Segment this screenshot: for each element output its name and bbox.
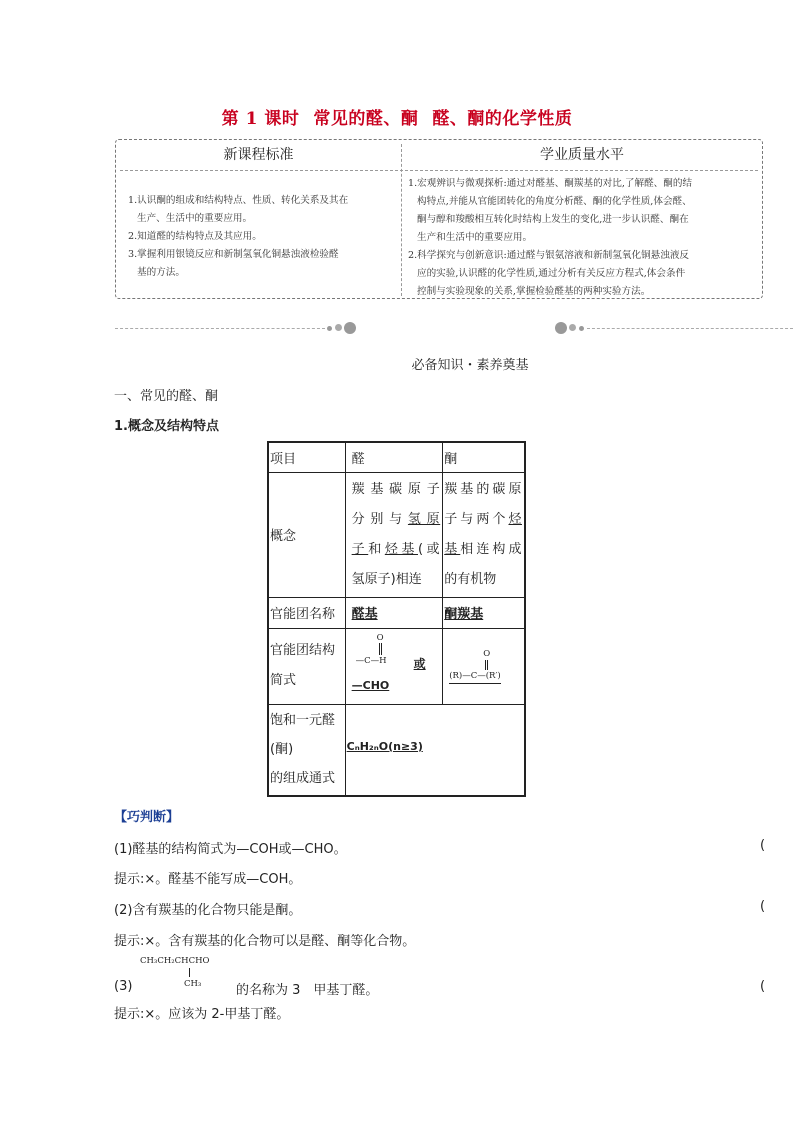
standards-right-list xyxy=(408,175,762,301)
standards-box xyxy=(115,139,763,299)
title-topic: 常见的醛、酮 xyxy=(313,109,419,129)
table-cell xyxy=(443,597,525,628)
ketone-group-name: 酮羰基 xyxy=(444,607,484,622)
divider-dot xyxy=(327,326,332,331)
standards-left-header: 新课程标准 xyxy=(223,147,294,163)
double-bond-line xyxy=(381,643,382,655)
structural-formula-main: CH₃CH₂CHCHO xyxy=(140,956,210,966)
standards-left-line: 基的方法。 xyxy=(137,267,185,278)
concept-answer: 氢原 xyxy=(407,511,441,527)
formula-label-line: 饱和一元醛 xyxy=(270,713,336,729)
concept-text: 分别与 xyxy=(351,511,408,527)
branch-bond xyxy=(189,968,190,977)
judge-question-3: 的名称为 3 甲基丁醛。 xyxy=(236,983,379,998)
standards-right-line: 1.宏观辨识与微观探析:通过对醛基、酮羰基的对比,了解醛、酮的结 xyxy=(408,178,693,189)
standards-left-list xyxy=(128,192,400,282)
structural-formula-branch: CH₃ xyxy=(184,979,202,989)
concept-aldehyde-line xyxy=(352,505,443,535)
answer-paren: ( xyxy=(760,899,766,914)
title-subtopic: 醛、酮的化学性质 xyxy=(432,109,573,129)
standards-left-line: 生产、生活中的重要应用。 xyxy=(137,213,253,224)
judge-question-2: (2)含有羰基的化合物只能是酮。 xyxy=(114,903,302,918)
judge-badge: 【巧判断】 xyxy=(114,810,180,825)
concept-ketone-line: 羰基的碳原 xyxy=(444,481,522,497)
answer-paren: ( xyxy=(760,979,766,994)
concept-answer: 烃基 xyxy=(384,541,418,557)
heading-concept-structure: 1.概念及结构特点 xyxy=(114,419,219,434)
standards-right-line: 2.科学探究与创新意识:通过醛与银氨溶液和新制氢氧化铜悬浊液反 xyxy=(408,250,690,261)
divider-dot xyxy=(579,326,584,331)
double-bond-line xyxy=(487,660,488,670)
standards-left-line: 3.掌握利用银镜反应和新制氢氧化铜悬浊液检验醛 xyxy=(128,249,339,260)
table-cell: 概念 xyxy=(268,472,345,597)
concept-table xyxy=(267,441,526,797)
decorative-divider xyxy=(115,321,794,337)
aldehyde-chain: —C—H xyxy=(355,656,387,666)
concept-aldehyde-line: 氢原子)相连 xyxy=(351,571,422,587)
concept-aldehyde-line xyxy=(352,535,443,565)
table-row xyxy=(268,704,525,796)
standards-right-header: 学业质量水平 xyxy=(540,147,624,163)
concept-answer: 子 xyxy=(351,541,369,557)
table-cell xyxy=(345,472,443,597)
general-formula: CₙH₂ₙO(n≥3) xyxy=(346,739,423,753)
table-row xyxy=(268,472,525,597)
table-cell xyxy=(268,628,345,704)
table-row xyxy=(268,628,525,704)
standards-right-line: 应的实验,认识醛的化学性质,通过分析有关反应方程式,体会条件 xyxy=(417,268,686,279)
or-text: 或 xyxy=(413,657,426,671)
standards-left-line: 2.知道醛的结构特点及其应用。 xyxy=(128,231,262,242)
divider-dot xyxy=(569,324,576,331)
table-cell xyxy=(443,628,525,704)
divider-line-right xyxy=(587,328,793,329)
table-cell: 醛 xyxy=(345,442,443,472)
struct-label-line: 官能团结构 xyxy=(270,643,336,658)
section-heading: 必备知识・素养奠基 xyxy=(411,358,529,373)
oxygen-atom: O xyxy=(483,649,491,659)
judge-hint-2: 提示:×。含有羰基的化合物可以是醛、酮等化合物。 xyxy=(114,934,416,949)
aldehyde-group-name: 醛基 xyxy=(351,607,378,622)
standards-right-line: 酮与醇和羧酸相互转化时结构上发生的变化,进一步认识醛、酮在 xyxy=(417,214,689,225)
table-cell: 项目 xyxy=(268,442,345,472)
answer-paren: ( xyxy=(760,838,766,853)
formula-label-line: 的组成通式 xyxy=(270,771,336,787)
standards-header-divider xyxy=(120,170,758,171)
table-cell xyxy=(345,704,525,796)
aldehyde-structure xyxy=(352,631,443,701)
concept-ketone-line: 的有机物 xyxy=(444,571,497,587)
oxygen-atom: O xyxy=(376,633,384,643)
judge-question-3-number: (3) xyxy=(114,979,133,994)
title-lesson: 第 1 课时 xyxy=(221,109,300,129)
ketone-structure xyxy=(444,631,524,701)
concept-ketone-line xyxy=(444,505,524,535)
formula-label-line: (酮) xyxy=(270,742,294,758)
concept-ketone-line xyxy=(444,535,524,565)
table-cell xyxy=(268,704,345,796)
concept-text: (或 xyxy=(418,541,441,557)
standards-right-line: 生产和生活中的重要应用。 xyxy=(417,232,533,243)
cho-formula: —CHO xyxy=(351,679,390,692)
table-cell: 官能团名称 xyxy=(268,597,345,628)
struct-label-line: 简式 xyxy=(270,673,297,688)
divider-line-left xyxy=(115,328,325,329)
standards-divider xyxy=(401,144,402,296)
table-cell xyxy=(443,472,525,597)
concept-text: 子与两个 xyxy=(444,511,509,527)
standards-right-line: 控制与实验现象的关系,掌握检验醛基的两种实验方法。 xyxy=(417,286,651,297)
divider-dot xyxy=(335,324,342,331)
standards-left-line: 1.认识酮的组成和结构特点、性质、转化关系及其在 xyxy=(128,195,349,206)
concept-answer: 烃 xyxy=(508,511,522,527)
table-row xyxy=(268,597,525,628)
judge-hint-3: 提示:×。应该为 2-甲基丁醛。 xyxy=(114,1007,290,1022)
judge-hint-1: 提示:×。醛基不能写成—COH。 xyxy=(114,872,302,887)
double-bond-line xyxy=(485,660,486,670)
divider-dot xyxy=(344,322,356,334)
concept-aldehyde-line: 羰基碳原子 xyxy=(351,481,441,497)
table-cell: 酮 xyxy=(443,442,525,472)
concept-text: 和 xyxy=(368,541,385,557)
table-cell xyxy=(345,597,443,628)
page-title xyxy=(0,104,794,129)
judge-question-1: (1)醛基的结构简式为—COH或—CHO。 xyxy=(114,842,347,857)
table-cell xyxy=(345,628,443,704)
heading-common-aldehydes-ketones: 一、常见的醛、酮 xyxy=(114,389,219,404)
concept-text: 相连构成 xyxy=(460,541,522,557)
table-row xyxy=(268,442,525,472)
standards-right-line: 构特点,并能从官能团转化的角度分析醛、酮的化学性质,体会醛、 xyxy=(417,196,692,207)
divider-dot xyxy=(555,322,567,334)
concept-answer: 基 xyxy=(444,541,461,557)
ketone-chain: (R)—C—(R′) xyxy=(449,671,501,684)
double-bond-line xyxy=(379,643,380,655)
